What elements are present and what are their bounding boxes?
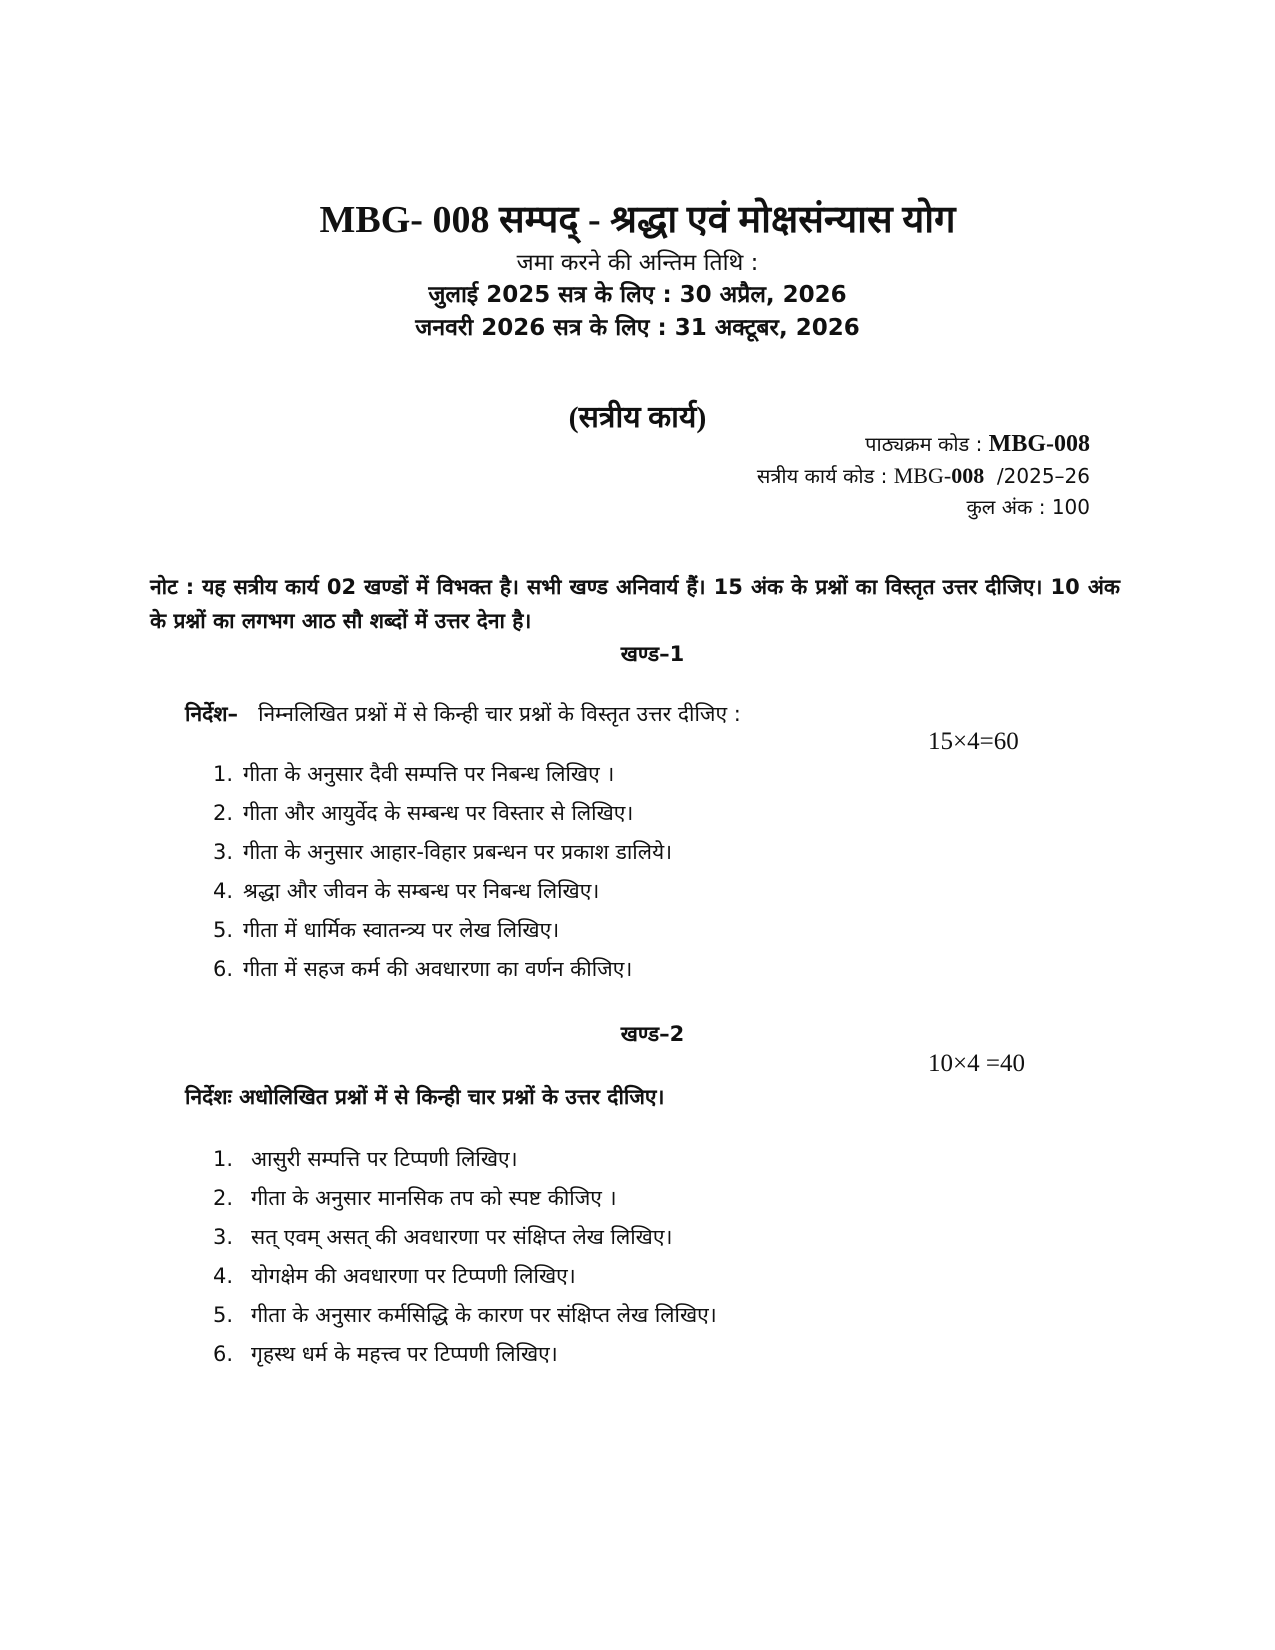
course-code-value: MBG-008 — [988, 431, 1090, 457]
list-item: 6. गृहस्थ धर्म के महत्त्व पर टिप्पणी लिखिए। — [213, 1342, 558, 1366]
list-item: 5. गीता में धार्मिक स्वातन्त्र्य पर लेख लिखिए। — [213, 918, 560, 942]
deadline-january-session: जनवरी 2026 सत्र के लिए : 31 अक्टूबर, 2026 — [415, 315, 860, 341]
assignment-code-number: 008 — [951, 463, 985, 488]
section-1-directive-label: निर्देश– — [185, 702, 239, 726]
total-marks-value: 100 — [1051, 495, 1090, 519]
course-code-line — [865, 430, 1090, 458]
deadline-july-session: जुलाई 2025 सत्र के लिए : 30 अप्रैल, 2026 — [428, 282, 847, 308]
list-item: 3. गीता के अनुसार आहार-विहार प्रबन्धन पर प्रकाश डालिये। — [213, 840, 673, 864]
section-2-directive: निर्देशः अधोलिखित प्रश्नों में से किन्ही चार प्रश्नों के उत्तर दीजिए। — [185, 1085, 665, 1109]
assignment-heading: (सत्रीय कार्य) — [568, 401, 707, 434]
list-item: 2. गीता और आयुर्वेद के सम्बन्ध पर विस्तार से लिखिए। — [213, 801, 634, 825]
list-item: 5. गीता के अनुसार कर्मसिद्धि के कारण पर संक्षिप्त लेख लिखिए। — [213, 1303, 717, 1327]
section-2-question-list — [213, 1140, 717, 1374]
page-title: MBG- 008 सम्पद् - श्रद्धा एवं मोक्षसंन्यास योग — [319, 199, 956, 241]
section-1-directive-text: निम्नलिखित प्रश्नों में से किन्ही चार प्रश्नों के विस्तृत उत्तर दीजिए : — [258, 702, 741, 726]
assignment-code-line — [757, 462, 1090, 489]
list-item: 2. गीता के अनुसार मानसिक तप को स्पष्ट कीजिए । — [213, 1186, 617, 1210]
section-1-directive — [185, 700, 741, 728]
section-1-heading: खण्ड–1 — [620, 642, 685, 666]
assignment-note: नोट : यह सत्रीय कार्य 02 खण्डों में विभक्त है। सभी खण्ड अनिवार्य हैं। 15 अंक के प्रश्नों का विस्तृत उत्तर दीजिए। 10 अंक के प्रश्नों का लगभग आठ सौ शब्दों में उत्तर देना है। — [150, 575, 1120, 633]
list-item: 4. श्रद्धा और जीवन के सम्बन्ध पर निबन्ध लिखिए। — [213, 879, 600, 903]
deadline-label: जमा करने की अन्तिम तिथि : — [516, 250, 759, 276]
assignment-code-prefix: MBG- — [893, 463, 952, 488]
assignment-code-label: सत्रीय कार्य कोड : — [756, 464, 888, 488]
section-2-marks: 10×4 =40 — [928, 1050, 1025, 1077]
total-marks-line — [966, 493, 1090, 520]
list-item: 3. सत् एवम् असत् की अवधारणा पर संक्षिप्त लेख लिखिए। — [213, 1225, 673, 1249]
section-1-marks: 15×4=60 — [928, 728, 1019, 755]
section-1-question-list — [213, 755, 672, 989]
list-item: 6. गीता में सहज कर्म की अवधारणा का वर्णन कीजिए। — [213, 957, 633, 981]
course-code-label: पाठ्यक्रम कोड : — [865, 432, 983, 456]
section-2-heading: खण्ड–2 — [620, 1022, 685, 1046]
assignment-code-session: /2025–26 — [996, 464, 1090, 488]
list-item: 4. योगक्षेम की अवधारणा पर टिप्पणी लिखिए। — [213, 1264, 576, 1288]
list-item: 1. गीता के अनुसार दैवी सम्पत्ति पर निबन्ध लिखिए । — [213, 762, 615, 786]
total-marks-label: कुल अंक : — [966, 495, 1046, 519]
list-item: 1. आसुरी सम्पत्ति पर टिप्पणी लिखिए। — [213, 1147, 518, 1171]
